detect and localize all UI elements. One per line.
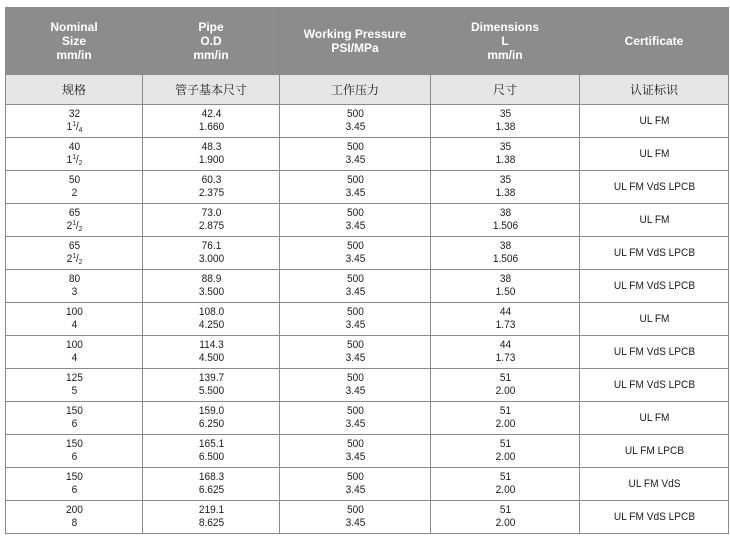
pressure-cell-line: 3.45	[345, 253, 365, 265]
certificate-cell: UL FM	[585, 105, 722, 138]
dimension-cell-line: 51	[499, 471, 511, 483]
pressure-cell-line: 3.45	[345, 121, 365, 133]
pressure-cell-line: 3.45	[345, 187, 365, 199]
table-row	[6, 171, 729, 204]
nominal-size-cell	[11, 369, 137, 402]
nominal-size-cell-line: 150	[65, 471, 83, 483]
nominal-size-cell-line: 200	[65, 504, 83, 516]
nominal-size-cell-line: 5	[71, 385, 77, 397]
nominal-size-cell	[11, 435, 137, 468]
pipe-od-cell-line: 5.500	[198, 385, 224, 397]
pipe-od-cell	[148, 303, 274, 336]
pressure-cell-line: 3.45	[345, 418, 365, 430]
nominal-size-cell	[11, 105, 137, 138]
certificate-cell: UL FM LPCB	[585, 435, 722, 468]
table-row	[6, 336, 729, 369]
pipe-od-cell-line: 42.4	[201, 108, 221, 120]
pressure-cell-line: 500	[346, 339, 364, 351]
dimension-cell-line: 51	[499, 504, 511, 516]
pipe-od-cell-line: 114.3	[198, 339, 224, 351]
dimension-cell-line: 51	[499, 405, 511, 417]
nominal-size-cell-line: 65	[68, 207, 80, 219]
dimension-cell	[436, 138, 573, 171]
nominal-size-cell-line: 125	[65, 372, 83, 384]
certificate-cell: UL FM VdS LPCB	[585, 270, 722, 303]
nominal-size-cell	[11, 336, 137, 369]
pipe-od-cell-line: 139.7	[198, 372, 224, 384]
pipe-od-cell	[148, 105, 274, 138]
nominal-size-cell	[11, 204, 137, 237]
pipe-od-cell	[148, 237, 274, 270]
dimension-cell	[436, 468, 573, 501]
pressure-cell	[286, 336, 425, 369]
pipe-od-cell	[148, 402, 274, 435]
dimension-cell-line: 2.00	[495, 451, 515, 463]
header-row-chinese	[6, 75, 729, 105]
nominal-size-cell-line: 80	[68, 273, 80, 285]
dimension-cell	[436, 303, 573, 336]
dimension-cell-line: 38	[499, 240, 511, 252]
nominal-size-cell-line: 40	[68, 141, 80, 153]
nominal-size-cell-line: 6	[71, 484, 77, 496]
pipe-od-cell	[148, 336, 274, 369]
nominal-size-cell	[11, 402, 137, 435]
table-row	[6, 435, 729, 468]
pipe-od-cell-line: 60.3	[201, 174, 221, 186]
table-body	[6, 105, 729, 534]
pressure-cell	[286, 138, 425, 171]
nominal-size-cell	[11, 237, 137, 270]
pipe-od-cell-line: 2.375	[198, 187, 224, 199]
nominal-size-cell-line: 50	[68, 174, 80, 186]
certificate-cell: UL FM VdS LPCB	[585, 336, 722, 369]
pipe-od-cell-line: 168.3	[198, 471, 224, 483]
dimension-cell-line: 2.00	[495, 385, 515, 397]
dimension-cell	[436, 501, 573, 534]
certificate-cell: UL FM VdS LPCB	[585, 501, 722, 534]
pressure-cell-line: 3.45	[345, 286, 365, 298]
nominal-size-cell-line: 32	[68, 108, 80, 120]
dimension-cell-line: 51	[499, 372, 511, 384]
pressure-cell	[286, 105, 425, 138]
pressure-cell-line: 500	[346, 174, 364, 186]
dimension-cell-line: 1.73	[495, 319, 515, 331]
pipe-od-cell	[148, 435, 274, 468]
pressure-cell-line: 500	[346, 108, 364, 120]
dimension-cell-line: 1.73	[495, 352, 515, 364]
dimension-cell-line: 1.38	[495, 154, 515, 166]
certificate-cell: UL FM	[585, 138, 722, 171]
pipe-od-cell-line: 48.3	[201, 141, 221, 153]
certificate-cell: UL FM	[585, 303, 722, 336]
nominal-size-cell	[11, 171, 137, 204]
dimension-cell	[436, 402, 573, 435]
pressure-cell	[286, 501, 425, 534]
dimension-cell-line: 2.00	[495, 418, 515, 430]
certificate-cell: UL FM	[585, 402, 722, 435]
table-row	[6, 270, 729, 303]
table-row	[6, 237, 729, 270]
pressure-cell-line: 500	[346, 141, 364, 153]
table-row	[6, 402, 729, 435]
pressure-cell-line: 3.45	[345, 352, 365, 364]
certificate-cell: UL FM VdS	[585, 468, 722, 501]
table-row	[6, 105, 729, 138]
header-cn-certificate: 认证标识	[580, 75, 729, 105]
nominal-size-cell-line: 65	[68, 240, 80, 252]
dimension-cell	[436, 435, 573, 468]
header-cn-od: 管子基本尺寸	[143, 75, 280, 105]
pressure-cell-line: 500	[346, 240, 364, 252]
dimension-cell-line: 35	[499, 174, 511, 186]
pipe-od-cell-line: 88.9	[201, 273, 221, 285]
pipe-od-cell-line: 8.625	[198, 517, 224, 529]
pressure-cell-line: 3.45	[345, 484, 365, 496]
pipe-od-cell-line: 219.1	[198, 504, 224, 516]
header-nominal-size: Nominal Size mm/in	[6, 8, 143, 75]
pipe-od-cell-line: 159.0	[198, 405, 224, 417]
pressure-cell	[286, 237, 425, 270]
dimension-cell-line: 1.50	[495, 286, 515, 298]
pressure-cell	[286, 435, 425, 468]
pipe-od-cell-line: 1.900	[198, 154, 224, 166]
table-row	[6, 501, 729, 534]
pipe-od-cell-line: 3.500	[198, 286, 224, 298]
nominal-size-cell-line: 3	[71, 286, 77, 298]
dimension-cell-line: 1.506	[492, 220, 518, 232]
dimension-cell-line: 35	[499, 141, 511, 153]
nominal-size-cell-line: 100	[65, 306, 83, 318]
pressure-cell-line: 500	[346, 504, 364, 516]
nominal-size-cell	[11, 468, 137, 501]
pipe-od-cell	[148, 204, 274, 237]
spec-table	[5, 7, 729, 534]
certificate-cell: UL FM VdS LPCB	[585, 369, 722, 402]
certificate-cell: UL FM	[585, 204, 722, 237]
dimension-cell-line: 2.00	[495, 517, 515, 529]
pipe-od-cell-line: 73.0	[201, 207, 221, 219]
nominal-size-cell-line: 6	[71, 418, 77, 430]
nominal-size-cell-line: 4	[71, 319, 77, 331]
nominal-size-cell-line: $1^1/_4$	[66, 121, 82, 134]
nominal-size-cell	[11, 501, 137, 534]
table-row	[6, 138, 729, 171]
pipe-od-cell-line: 6.250	[198, 418, 224, 430]
dimension-cell-line: 38	[499, 207, 511, 219]
pressure-cell-line: 3.45	[345, 451, 365, 463]
pipe-od-cell-line: 165.1	[198, 438, 224, 450]
certificate-cell: UL FM VdS LPCB	[585, 237, 722, 270]
pressure-cell-line: 3.45	[345, 517, 365, 529]
nominal-size-cell-line: 8	[71, 517, 77, 529]
pipe-od-cell-line: 2.875	[198, 220, 224, 232]
nominal-size-cell-line: 6	[71, 451, 77, 463]
dimension-cell	[436, 369, 573, 402]
certificate-cell: UL FM VdS LPCB	[585, 171, 722, 204]
pressure-cell-line: 500	[346, 405, 364, 417]
table-row	[6, 204, 729, 237]
pressure-cell-line: 500	[346, 207, 364, 219]
pressure-cell-line: 3.45	[345, 319, 365, 331]
pipe-od-cell-line: 108.0	[198, 306, 224, 318]
pressure-cell	[286, 270, 425, 303]
dimension-cell-line: 35	[499, 108, 511, 120]
pipe-od-cell-line: 1.660	[198, 121, 224, 133]
pressure-cell-line: 500	[346, 273, 364, 285]
dimension-cell	[436, 270, 573, 303]
dimension-cell-line: 44	[499, 339, 511, 351]
dimension-cell-line: 2.00	[495, 484, 515, 496]
pressure-cell-line: 3.45	[345, 385, 365, 397]
nominal-size-cell-line: $2^1/_2$	[66, 253, 82, 266]
dimension-cell-line: 38	[499, 273, 511, 285]
dimension-cell-line: 1.38	[495, 187, 515, 199]
nominal-size-cell-line: 2	[71, 187, 77, 199]
nominal-size-cell-line: $2^1/_2$	[66, 220, 82, 233]
pipe-od-cell-line: 4.500	[198, 352, 224, 364]
dimension-cell	[436, 171, 573, 204]
dimension-cell-line: 44	[499, 306, 511, 318]
nominal-size-cell-line: 150	[65, 405, 83, 417]
pipe-od-cell-line: 76.1	[201, 240, 221, 252]
nominal-size-cell-line: 150	[65, 438, 83, 450]
pressure-cell	[286, 468, 425, 501]
header-dimensions: Dimensions L mm/in	[431, 8, 580, 75]
pressure-cell-line: 3.45	[345, 154, 365, 166]
table-row	[6, 303, 729, 336]
pipe-od-cell-line: 6.500	[198, 451, 224, 463]
nominal-size-cell	[11, 138, 137, 171]
pressure-cell	[286, 171, 425, 204]
pipe-od-cell	[148, 468, 274, 501]
header-cn-pressure: 工作压力	[280, 75, 431, 105]
pressure-cell	[286, 369, 425, 402]
pipe-od-cell-line: 6.625	[198, 484, 224, 496]
nominal-size-cell-line: 4	[71, 352, 77, 364]
pressure-cell-line: 500	[346, 306, 364, 318]
nominal-size-cell-line: $1^1/_2$	[66, 154, 82, 167]
dimension-cell-line: 51	[499, 438, 511, 450]
dimension-cell	[436, 204, 573, 237]
header-pipe-od: Pipe O.D mm/in	[143, 8, 280, 75]
pipe-od-cell	[148, 501, 274, 534]
pressure-cell	[286, 402, 425, 435]
pipe-od-cell	[148, 270, 274, 303]
dimension-cell	[436, 336, 573, 369]
pressure-cell-line: 500	[346, 438, 364, 450]
pressure-cell-line: 500	[346, 372, 364, 384]
nominal-size-cell	[11, 270, 137, 303]
nominal-size-cell-line: 100	[65, 339, 83, 351]
dimension-cell-line: 1.506	[492, 253, 518, 265]
pipe-od-cell-line: 3.000	[198, 253, 224, 265]
pressure-cell-line: 500	[346, 471, 364, 483]
header-working-pressure: Working Pressure PSI/MPa	[280, 8, 431, 75]
header-cn-dimension: 尺寸	[431, 75, 580, 105]
pipe-od-cell	[148, 369, 274, 402]
pressure-cell-line: 3.45	[345, 220, 365, 232]
header-certificate: Certificate	[580, 8, 729, 75]
dimension-cell	[436, 105, 573, 138]
table-row	[6, 369, 729, 402]
dimension-cell	[436, 237, 573, 270]
table-row	[6, 468, 729, 501]
pressure-cell	[286, 303, 425, 336]
pipe-od-cell-line: 4.250	[198, 319, 224, 331]
nominal-size-cell	[11, 303, 137, 336]
header-row-english	[6, 8, 729, 75]
pipe-od-cell	[148, 171, 274, 204]
pipe-od-cell	[148, 138, 274, 171]
dimension-cell-line: 1.38	[495, 121, 515, 133]
pressure-cell	[286, 204, 425, 237]
header-cn-size: 规格	[6, 75, 143, 105]
